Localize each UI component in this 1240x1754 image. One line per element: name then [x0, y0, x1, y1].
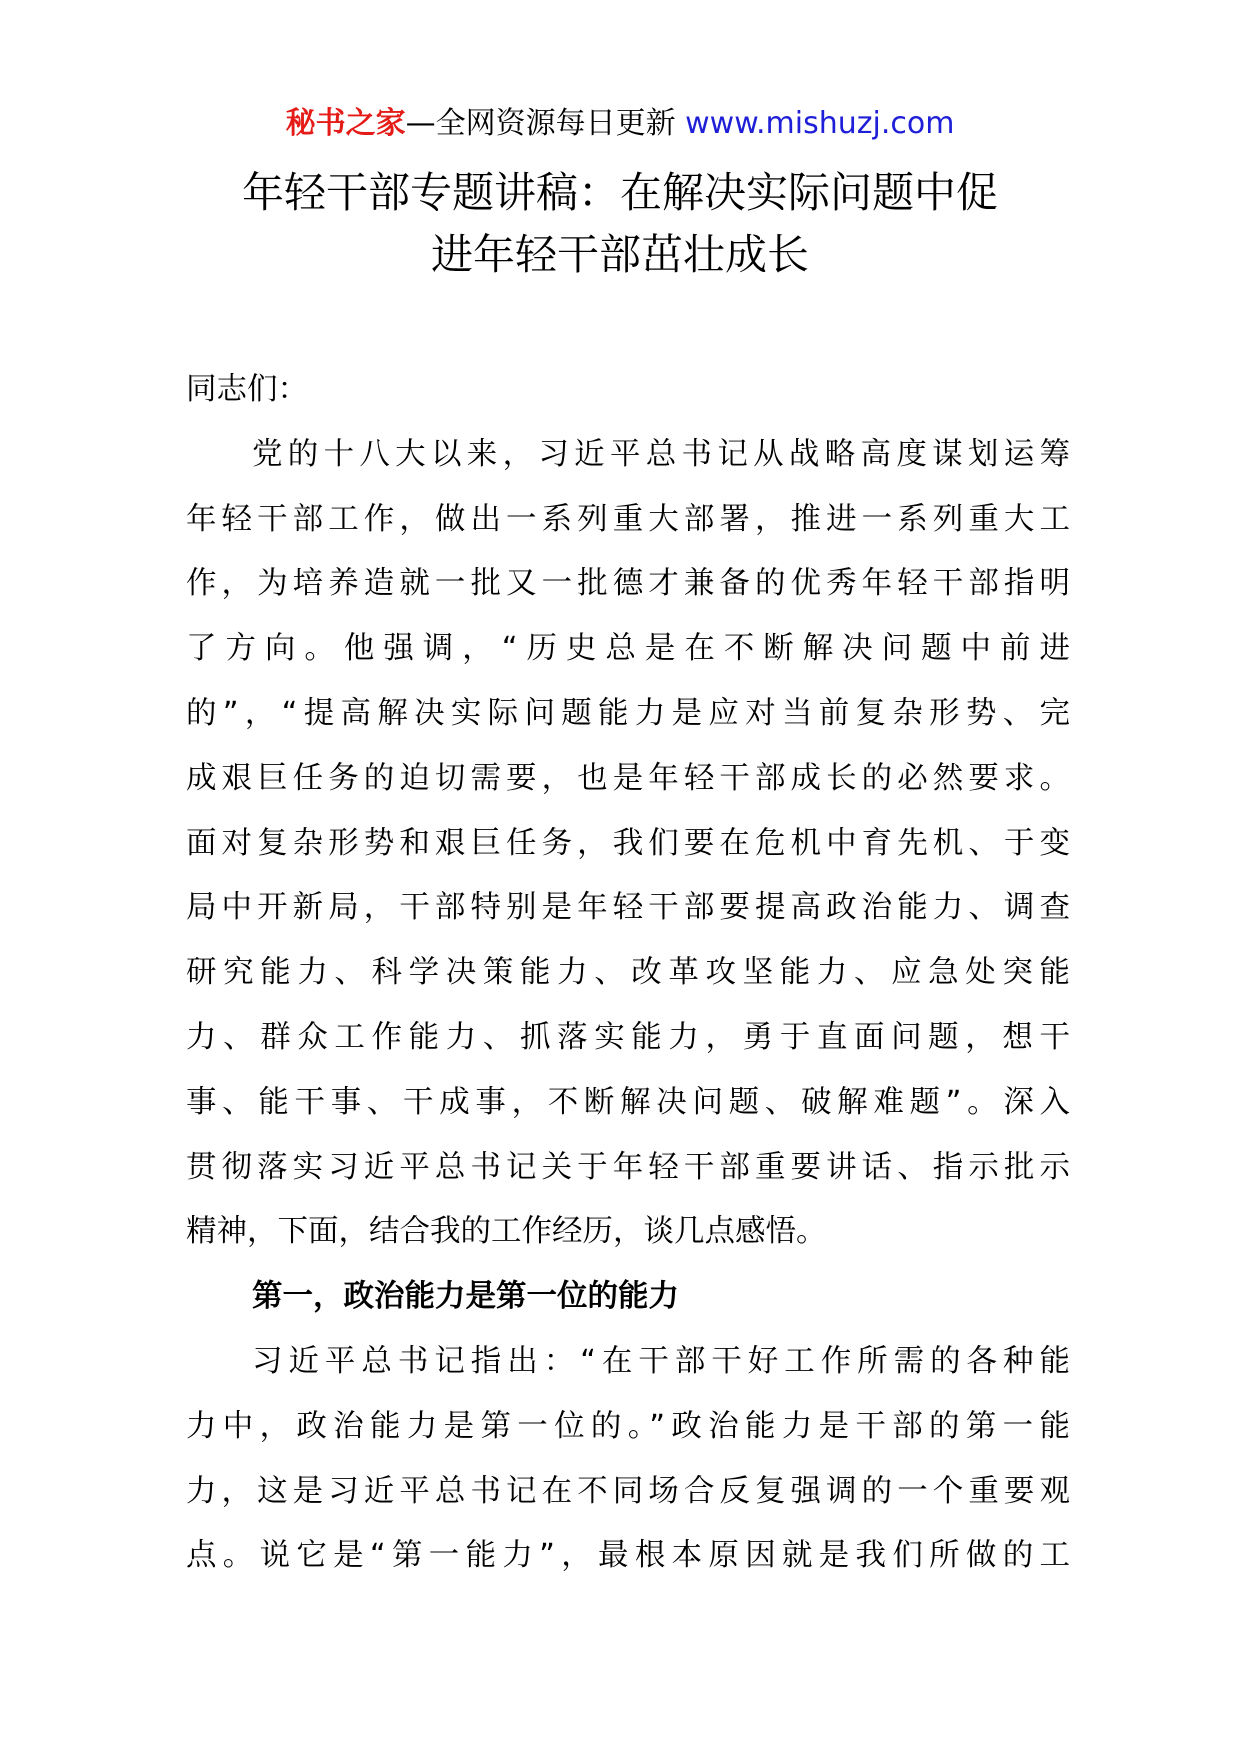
paragraph-line: 习近平总书记指出：“在干部干好工作所需的各种能: [252, 1343, 1070, 1379]
paragraph-line: 贯彻落实习近平总书记关于年轻干部重要讲话、指示批示: [186, 1149, 1070, 1185]
paragraph-line: 党的十八大以来，习近平总书记从战略高度谋划运筹: [252, 436, 1070, 472]
title-line-2: 进年轻干部茁壮成长: [430, 230, 809, 279]
paragraph-line: 年轻干部工作，做出一系列重大部署，推进一系列重大工: [186, 501, 1070, 537]
paragraph-line: 成艰巨任务的迫切需要，也是年轻干部成长的必然要求。: [186, 760, 1070, 796]
paragraph-line: 力，这是习近平总书记在不同场合反复强调的一个重要观: [186, 1473, 1070, 1509]
paragraph-line: 面对复杂形势和艰巨任务，我们要在危机中育先机、于变: [186, 825, 1070, 861]
paragraph-line: 力、群众工作能力、抓落实能力，勇于直面问题，想干: [186, 1019, 1070, 1055]
site-header: [0, 100, 1240, 148]
brand-name: 秘书之家: [285, 106, 406, 141]
paragraph-line: 局中开新局，干部特别是年轻干部要提高政治能力、调查: [186, 890, 1070, 926]
header-tagline: —全网资源每日更新: [405, 106, 686, 141]
paragraph-line: 了方向。他强调，“历史总是在不断解决问题中前进: [186, 631, 1070, 667]
paragraph-line: 的”，“提高解决实际问题能力是应对当前复杂形势、完: [186, 695, 1070, 731]
section-heading: 第一，政治能力是第一位的能力: [252, 1279, 679, 1315]
title-line-1: 年轻干部专题讲稿：在解决实际问题中促: [241, 168, 998, 217]
paragraph-line: 精神，下面，结合我的工作经历，谈几点感悟。: [186, 1214, 827, 1250]
site-url-link[interactable]: www.mishuzj.com: [685, 106, 955, 141]
paragraph-line: 研究能力、科学决策能力、改革攻坚能力、应急处突能: [186, 955, 1070, 991]
paragraph-line: 作，为培养造就一批又一批德才兼备的优秀年轻干部指明: [186, 566, 1070, 602]
document-body: [186, 358, 1070, 1589]
paragraph-line: 点。说它是“第一能力”，最根本原因就是我们所做的工: [186, 1538, 1070, 1574]
salutation: 同志们：: [186, 372, 308, 407]
document-title: [180, 162, 1060, 286]
paragraph-line: 事、能干事、干成事，不断解决问题、破解难题”。深入: [186, 1084, 1070, 1120]
paragraph-line: 力中，政治能力是第一位的。”政治能力是干部的第一能: [186, 1408, 1070, 1444]
